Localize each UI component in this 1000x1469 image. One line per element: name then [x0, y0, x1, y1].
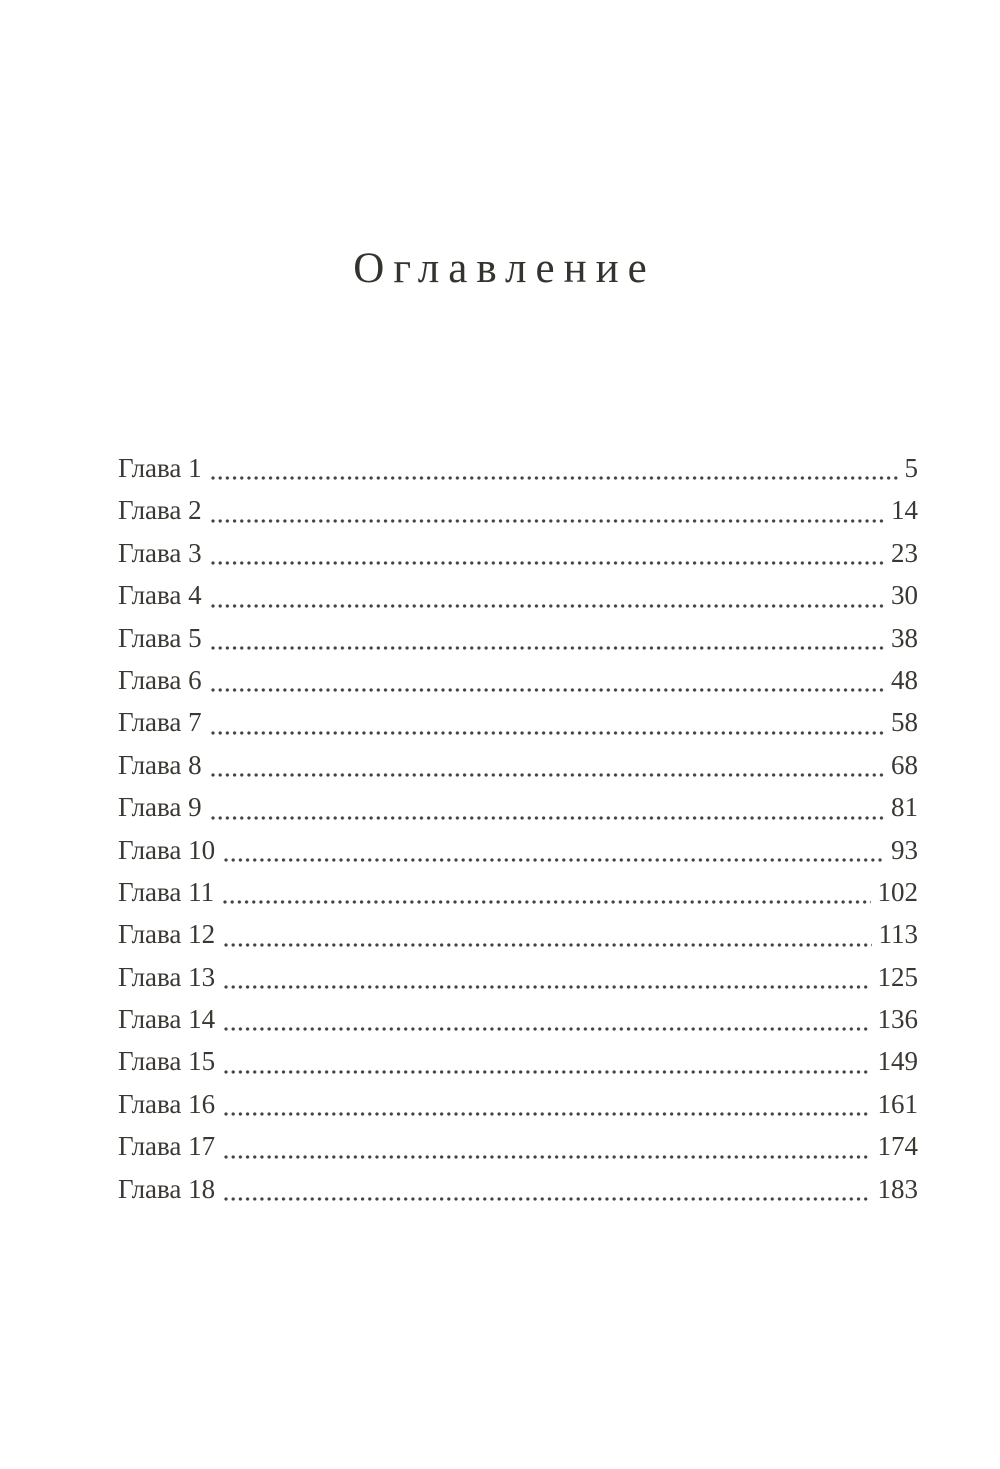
dot-leader — [211, 519, 884, 523]
toc-page-number: 174 — [877, 1131, 918, 1162]
toc-page-number: 68 — [891, 749, 918, 780]
dot-leader — [211, 816, 884, 820]
toc-row — [118, 871, 918, 913]
toc-page-number: 136 — [877, 1004, 918, 1035]
toc-chapter-label: Глава 13 — [118, 961, 216, 992]
toc-page-number: 113 — [878, 919, 918, 950]
toc-row — [118, 786, 918, 828]
toc-chapter-label: Глава 16 — [118, 1088, 216, 1119]
toc-page-number: 48 — [891, 664, 918, 695]
toc-page-number: 38 — [891, 622, 918, 653]
toc-page-number: 183 — [877, 1173, 918, 1204]
toc-chapter-label: Глава 18 — [118, 1173, 216, 1204]
dot-leader — [224, 985, 870, 989]
toc-chapter-label: Глава 3 — [118, 537, 202, 568]
toc-row — [118, 1125, 918, 1167]
dot-leader — [211, 688, 884, 692]
toc-page-number: 23 — [891, 537, 918, 568]
toc-chapter-label: Глава 8 — [118, 749, 202, 780]
toc-chapter-label: Глава 1 — [118, 453, 202, 483]
toc-row — [118, 701, 918, 743]
toc-chapter-label: Глава 15 — [118, 1046, 216, 1077]
toc-chapter-label: Глава 11 — [118, 876, 215, 907]
toc-page-number: 30 — [891, 580, 918, 611]
toc-row — [118, 1168, 918, 1210]
toc-page-number: 149 — [877, 1046, 918, 1077]
dot-leader — [224, 1155, 870, 1159]
toc-row — [118, 489, 918, 531]
dot-leader — [223, 900, 870, 904]
toc-row — [118, 574, 918, 616]
dot-leader — [211, 476, 898, 480]
toc-chapter-label: Глава 7 — [118, 707, 202, 738]
toc-row — [118, 532, 918, 574]
dot-leader — [224, 943, 871, 947]
dot-leader — [211, 561, 884, 565]
dot-leader — [224, 858, 884, 862]
toc-chapter-label: Глава 12 — [118, 919, 216, 950]
toc-row — [118, 659, 918, 701]
toc-chapter-label: Глава 2 — [118, 495, 202, 526]
toc-page-number: 125 — [877, 961, 918, 992]
toc-row — [118, 744, 918, 786]
toc-chapter-label: Глава 17 — [118, 1131, 216, 1162]
toc-chapter-label: Глава 5 — [118, 622, 202, 653]
dot-leader — [224, 1070, 870, 1074]
dot-leader — [211, 646, 884, 650]
toc-row — [118, 913, 918, 955]
toc-page-number: 161 — [877, 1088, 918, 1119]
toc-chapter-label: Глава 10 — [118, 834, 216, 865]
toc-page-number: 5 — [904, 453, 918, 483]
toc-row — [118, 1040, 918, 1082]
toc-row — [118, 1083, 918, 1125]
toc-row — [118, 956, 918, 998]
page-title: Оглавление — [353, 245, 656, 292]
dot-leader — [224, 1112, 870, 1116]
dot-leader — [211, 773, 884, 777]
toc-list — [118, 447, 918, 1210]
toc-chapter-label: Глава 14 — [118, 1004, 216, 1035]
toc-page-number: 58 — [891, 707, 918, 738]
toc-chapter-label: Глава 4 — [118, 580, 202, 611]
toc-chapter-label: Глава 6 — [118, 664, 202, 695]
toc-row — [118, 829, 918, 871]
dot-leader — [211, 731, 884, 735]
dot-leader — [224, 1027, 870, 1031]
toc-page-number: 93 — [891, 834, 918, 865]
toc-row — [118, 998, 918, 1040]
toc-row — [118, 617, 918, 659]
dot-leader — [211, 604, 884, 608]
dot-leader — [224, 1197, 870, 1201]
toc-row — [118, 447, 918, 489]
toc-page-number: 102 — [877, 876, 918, 907]
toc-page-number: 14 — [891, 495, 918, 526]
toc-chapter-label: Глава 9 — [118, 792, 202, 823]
toc-page-number: 81 — [891, 792, 918, 823]
